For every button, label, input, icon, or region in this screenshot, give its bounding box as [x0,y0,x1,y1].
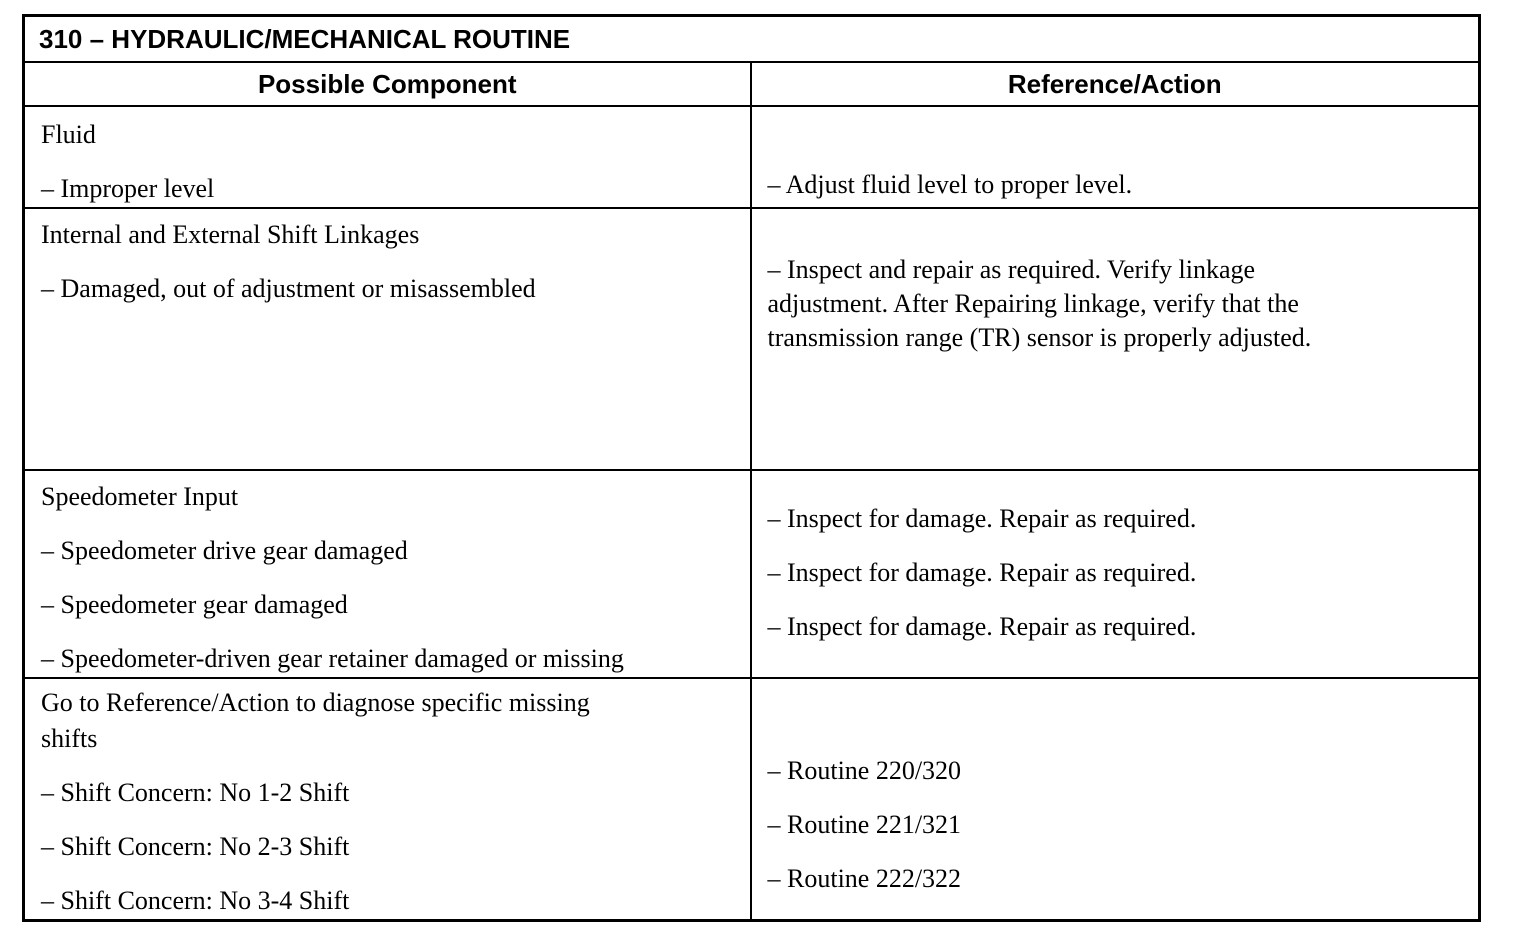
component-cell [24,470,751,678]
table-row [24,208,1480,470]
action-item: – Inspect for damage. Repair as required. [767,504,1197,533]
component-cell [24,678,751,921]
column-header-action: Reference/Action [751,62,1480,106]
action-line: – Inspect and repair as required. Verify linkage [767,255,1256,284]
action-item: – Routine 222/322 [767,864,962,893]
table-title: 310 – HYDRAULIC/MECHANICAL ROUTINE [24,16,1480,63]
component-cell [24,106,751,208]
action-item: – Routine 221/321 [767,810,962,839]
table-row [24,678,1480,921]
component-heading: Speedometer Input [41,482,239,511]
action-line: transmission range (TR) sensor is properly adjusted. [767,323,1312,352]
component-heading: shifts [41,724,98,753]
component-cell [24,208,751,470]
component-item: – Speedometer-driven gear retainer damaged or missing [41,644,624,673]
action-item: – Inspect for damage. Repair as required. [767,558,1197,587]
component-item: – Shift Concern: No 1-2 Shift [41,778,350,807]
component-heading: Internal and External Shift Linkages [41,220,420,249]
action-cell [751,678,1480,921]
component-item: – Shift Concern: No 2-3 Shift [41,832,350,861]
table-row [24,106,1480,208]
action-item: – Inspect for damage. Repair as required. [767,612,1197,641]
component-heading: Go to Reference/Action to diagnose specific missing [41,688,590,717]
title-row [24,16,1480,63]
component-heading: Fluid [41,120,96,149]
table-row [24,470,1480,678]
component-item: – Speedometer gear damaged [41,590,348,619]
action-cell [751,208,1480,470]
component-item: – Shift Concern: No 3-4 Shift [41,886,350,915]
header-row [24,62,1480,106]
column-header-component: Possible Component [24,62,751,106]
action-cell [751,470,1480,678]
action-line: adjustment. After Repairing linkage, verify that the [767,289,1299,318]
component-item: – Damaged, out of adjustment or misassembled [41,274,536,303]
action-item: – Adjust fluid level to proper level. [767,170,1133,199]
action-cell [751,106,1480,208]
component-item: – Speedometer drive gear damaged [41,536,408,565]
component-item: – Improper level [41,174,215,203]
routine-table [22,14,1481,922]
action-item: – Routine 220/320 [767,756,962,785]
